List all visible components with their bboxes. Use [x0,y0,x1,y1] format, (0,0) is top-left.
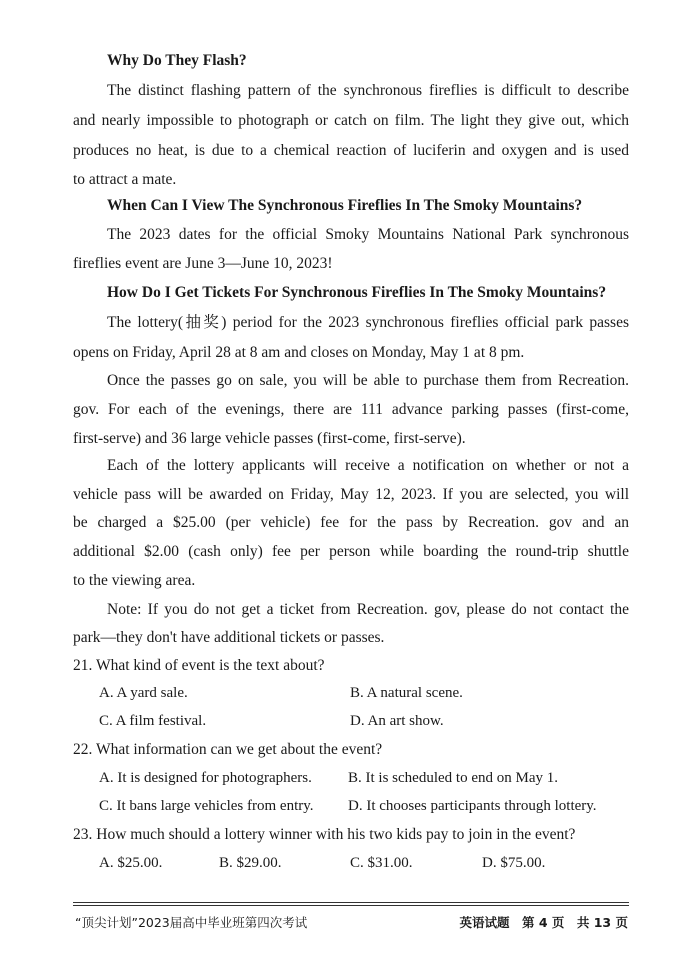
question-22-option-c[interactable]: C. It bans large vehicles from entry. [99,798,314,814]
how-heading: How Do I Get Tickets For Synchronous Fireflies In The Smoky Mountains? [107,284,607,301]
question-22-option-a[interactable]: A. It is designed for photographers. [99,770,312,786]
when-line-2: fireflies event are June 3—June 10, 2023! [73,255,333,272]
question-22-stem: 22. What information can we get about the event? [73,741,383,758]
note-line-1: Note: If you do not get a ticket from Recreation. gov, please do not contact the [107,601,629,618]
question-22-option-b[interactable]: B. It is scheduled to end on May 1. [348,770,558,786]
when-line-1: The 2023 dates for the official Smoky Mountains National Park synchronous [107,226,629,243]
notify-line-1: Each of the lottery applicants will receive a notification on whether or not a [107,457,629,474]
passes-line-3: first-serve) and 36 large vehicle passes (first-come, first-serve). [73,430,466,447]
question-23-option-d[interactable]: D. $75.00. [482,855,546,871]
question-23-option-c[interactable]: C. $31.00. [350,855,413,871]
question-21-option-a[interactable]: A. A yard sale. [99,685,188,701]
why-line-3: produces no heat, is due to a chemical reaction of luciferin and oxygen and is used [73,142,629,159]
passes-line-2: gov. For each of the evenings, there are 111 advance parking passes (first-come, [73,401,629,418]
footer-rule [73,902,629,903]
question-23-option-a[interactable]: A. $25.00. [99,855,163,871]
lottery-line-2: opens on Friday, April 28 at 8 am and closes on Monday, May 1 at 8 pm. [73,344,525,361]
question-21-stem: 21. What kind of event is the text about? [73,657,325,674]
notify-line-5: to the viewing area. [73,572,196,589]
why-heading: Why Do They Flash? [107,52,247,69]
when-heading: When Can I View The Synchronous Fireflies In The Smoky Mountains? [107,197,583,214]
notify-line-3: be charged a $25.00 (per vehicle) fee for the pass by Recreation. gov and an [73,514,629,531]
question-21-option-c[interactable]: C. A film festival. [99,713,207,729]
notify-line-4: additional $2.00 (cash only) fee per person while boarding the round-trip shuttle [73,543,629,560]
question-23-stem: 23. How much should a lottery winner with his two kids pay to join in the event? [73,826,576,843]
passes-line-1: Once the passes go on sale, you will be able to purchase them from Recreation. [107,372,629,389]
question-23-option-b[interactable]: B. $29.00. [219,855,282,871]
question-21-option-d[interactable]: D. An art show. [350,713,444,729]
notify-line-2: vehicle pass will be awarded on Friday, May 12, 2023. If you are selected, you will [73,486,629,503]
note-line-2: park—they don't have additional tickets or passes. [73,629,385,646]
why-line-1: The distinct flashing pattern of the synchronous fireflies is difficult to describe [107,82,629,99]
lottery-line-1: The lottery(抽奖) period for the 2023 synchronous fireflies official park passes [107,314,629,331]
why-line-4: to attract a mate. [73,171,177,188]
question-22-option-d[interactable]: D. It chooses participants through lottery. [348,798,597,814]
footer-exam-title: “顶尖计划”2023届高中毕业班第四次考试 [75,915,308,930]
why-line-2: and nearly impossible to photograph or catch on film. The light they give out, which [73,112,629,129]
question-21-option-b[interactable]: B. A natural scene. [350,685,463,701]
footer-page-info: 英语试题 第 4 页 共 13 页 [459,915,628,930]
footer-rule-thin [73,905,629,906]
